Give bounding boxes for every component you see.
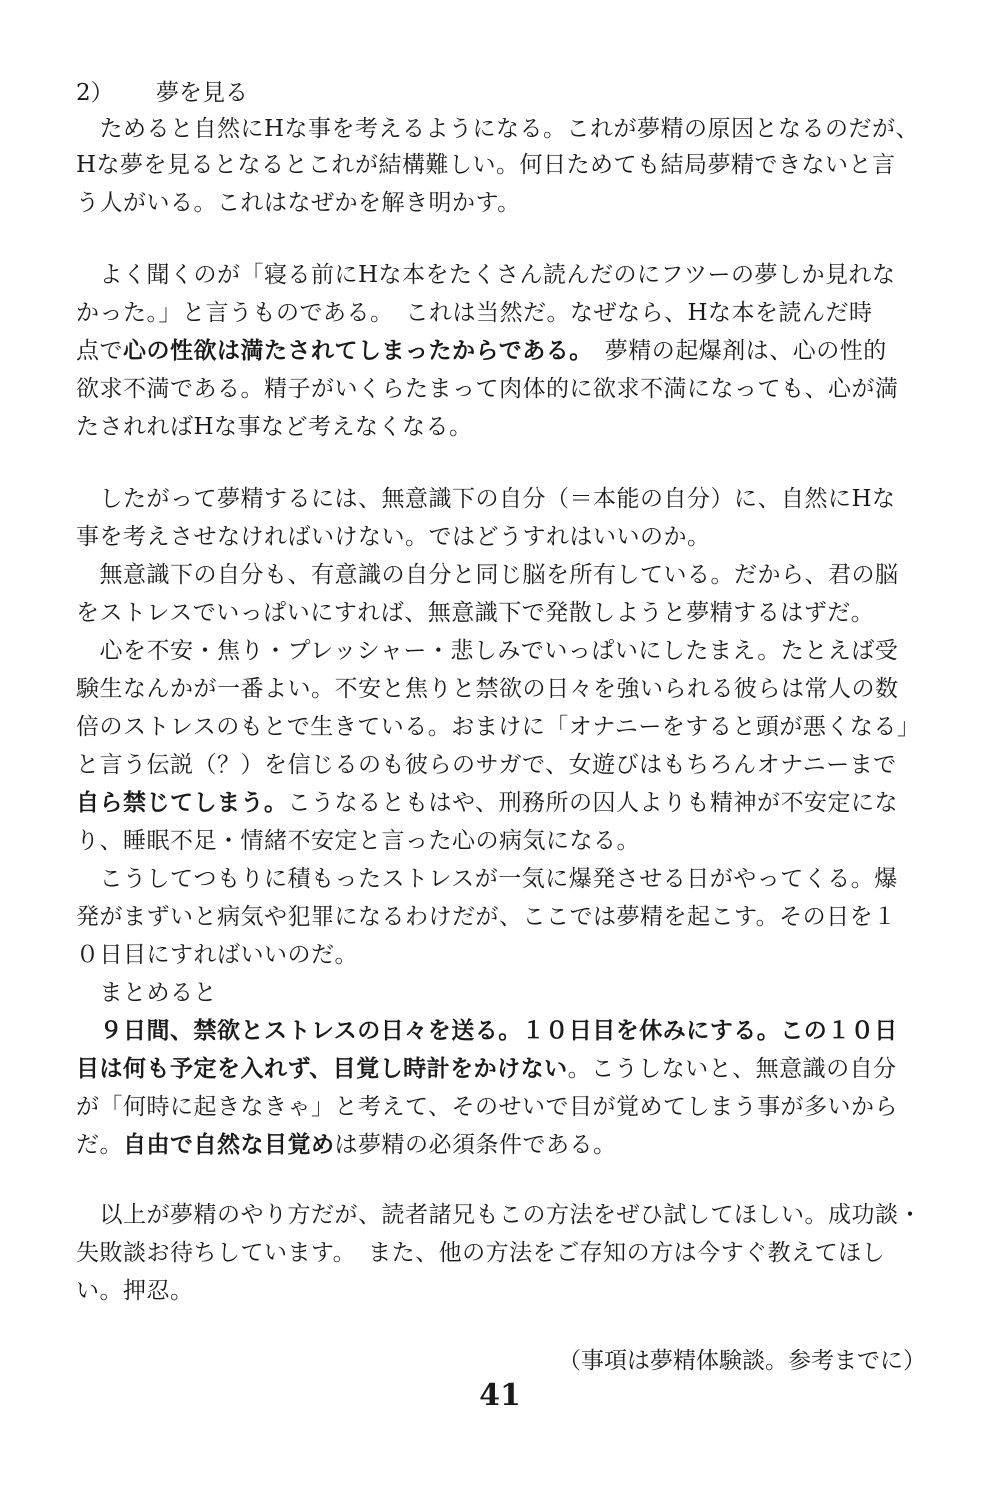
paragraph-line: [76, 1130, 946, 1160]
summary-bold-line: ９日間、禁欲とストレスの日々を送る。１０日目を休みにする。この１０日: [76, 1018, 898, 1044]
paragraph-line: 倍のストレスのもとで生きている。おまけに「オナニーをすると頭が悪くなる」: [76, 714, 921, 740]
paragraph-line: 事を考えさせなければいけない。ではどうすれはいいのか。: [76, 524, 711, 550]
paragraph-line: と言う伝説（？）を信じるのも彼らのサガで、女遊びはもちろんオナニーまで: [76, 752, 897, 778]
paragraph-line: まとめると: [76, 980, 217, 1006]
section-number: 2）: [76, 80, 114, 106]
paragraph-line: 欲求不満である。精子がいくらたまって肉体的に欲求不満になっても、心が満: [76, 376, 899, 402]
paragraph-line: 発がまずいと病気や犯罪になるわけだが、ここでは夢精を起こす。その日を１: [76, 904, 897, 930]
text-run: 。こうしないと、無意識の自分: [567, 1056, 897, 1082]
footnote: （事項は夢精体験談。参考までに）: [558, 1348, 926, 1374]
paragraph-line: 失敗談お待ちしています。 また、他の方法をご存知の方は今すぐ教えてほし: [76, 1240, 886, 1266]
paragraph-line: Hな夢を見るとなるとこれが結構難しい。何日ためても結局夢精できないと言: [76, 152, 896, 178]
paragraph-line: [76, 336, 946, 366]
paragraph-line: ためると自然にHな事を考えるようになる。これが夢精の原因となるのだが、: [76, 116, 920, 142]
section-heading: [76, 78, 248, 108]
paragraph-line: 験生なんかが一番よい。不安と焦りと禁欲の日々を強いられる彼らは常人の数: [76, 676, 899, 702]
paragraph-line: たされればHな事など考えなくなる。: [76, 414, 473, 440]
paragraph-line: い。押忍。: [76, 1278, 194, 1304]
paragraph-line: 無意識下の自分も、有意識の自分と同じ脳を所有している。だから、君の脳: [76, 562, 899, 588]
emphasis-text: 心の性欲は満たされてしまったからである。: [123, 338, 582, 364]
emphasis-text: 目は何も予定を入れず、目覚し時計をかけない: [76, 1056, 568, 1082]
paragraph-line: をストレスでいっぱいにすれば、無意識下で発散しようと夢精するはずだ。: [76, 600, 875, 626]
emphasis-text: 自由で自然な目覚め: [123, 1132, 335, 1158]
paragraph-line: こうしてつもりに積もったストレスが一気に爆発させる日がやってくる。爆: [76, 866, 898, 892]
paragraph-line: かった。」と言うものである。 これは当然だ。なぜなら、Hな本を読んだ時: [76, 300, 873, 326]
paragraph-line: [76, 1054, 946, 1084]
paragraph-line: ０日目にすればいいのだ。: [76, 942, 358, 968]
paragraph-line: よく聞くのが「寝る前にHな本をたくさん読んだのにフツーの夢しか見れな: [76, 262, 896, 288]
paragraph-line: う人がいる。これはなぜかを解き明かす。: [76, 190, 521, 216]
emphasis-text: 自ら禁じてしまう。: [76, 790, 288, 816]
text-run: 夢精の起爆剤は、心の性的: [581, 338, 887, 364]
text-run: こうなるともはや、刑務所の囚人よりも精神が不安定にな: [287, 790, 899, 816]
text-run: だ。: [76, 1132, 123, 1158]
paragraph-line: したがって夢精するには、無意識下の自分（＝本能の自分）に、自然にHな: [76, 486, 896, 512]
paragraph-line: 以上が夢精のやり方だが、読者諸兄もこの方法をぜひ試してほしい。成功談・: [76, 1202, 922, 1228]
page-number: 41: [479, 1378, 521, 1413]
paragraph-line: り、睡眠不足・情緒不安定と言った心の病気になる。: [76, 828, 640, 854]
text-run: は夢精の必須条件である。: [334, 1132, 617, 1158]
section-title: 夢を見る: [156, 80, 248, 106]
paragraph-line: [76, 788, 946, 818]
text-run: 点で: [76, 338, 123, 364]
paragraph-line: 心を不安・焦り・プレッシャー・悲しみでいっぱいにしたまえ。たとえば受: [76, 638, 899, 664]
paragraph-line: が「何時に起きなきゃ」と考えて、そのせいで目が覚めてしまう事が多いから: [76, 1094, 899, 1120]
